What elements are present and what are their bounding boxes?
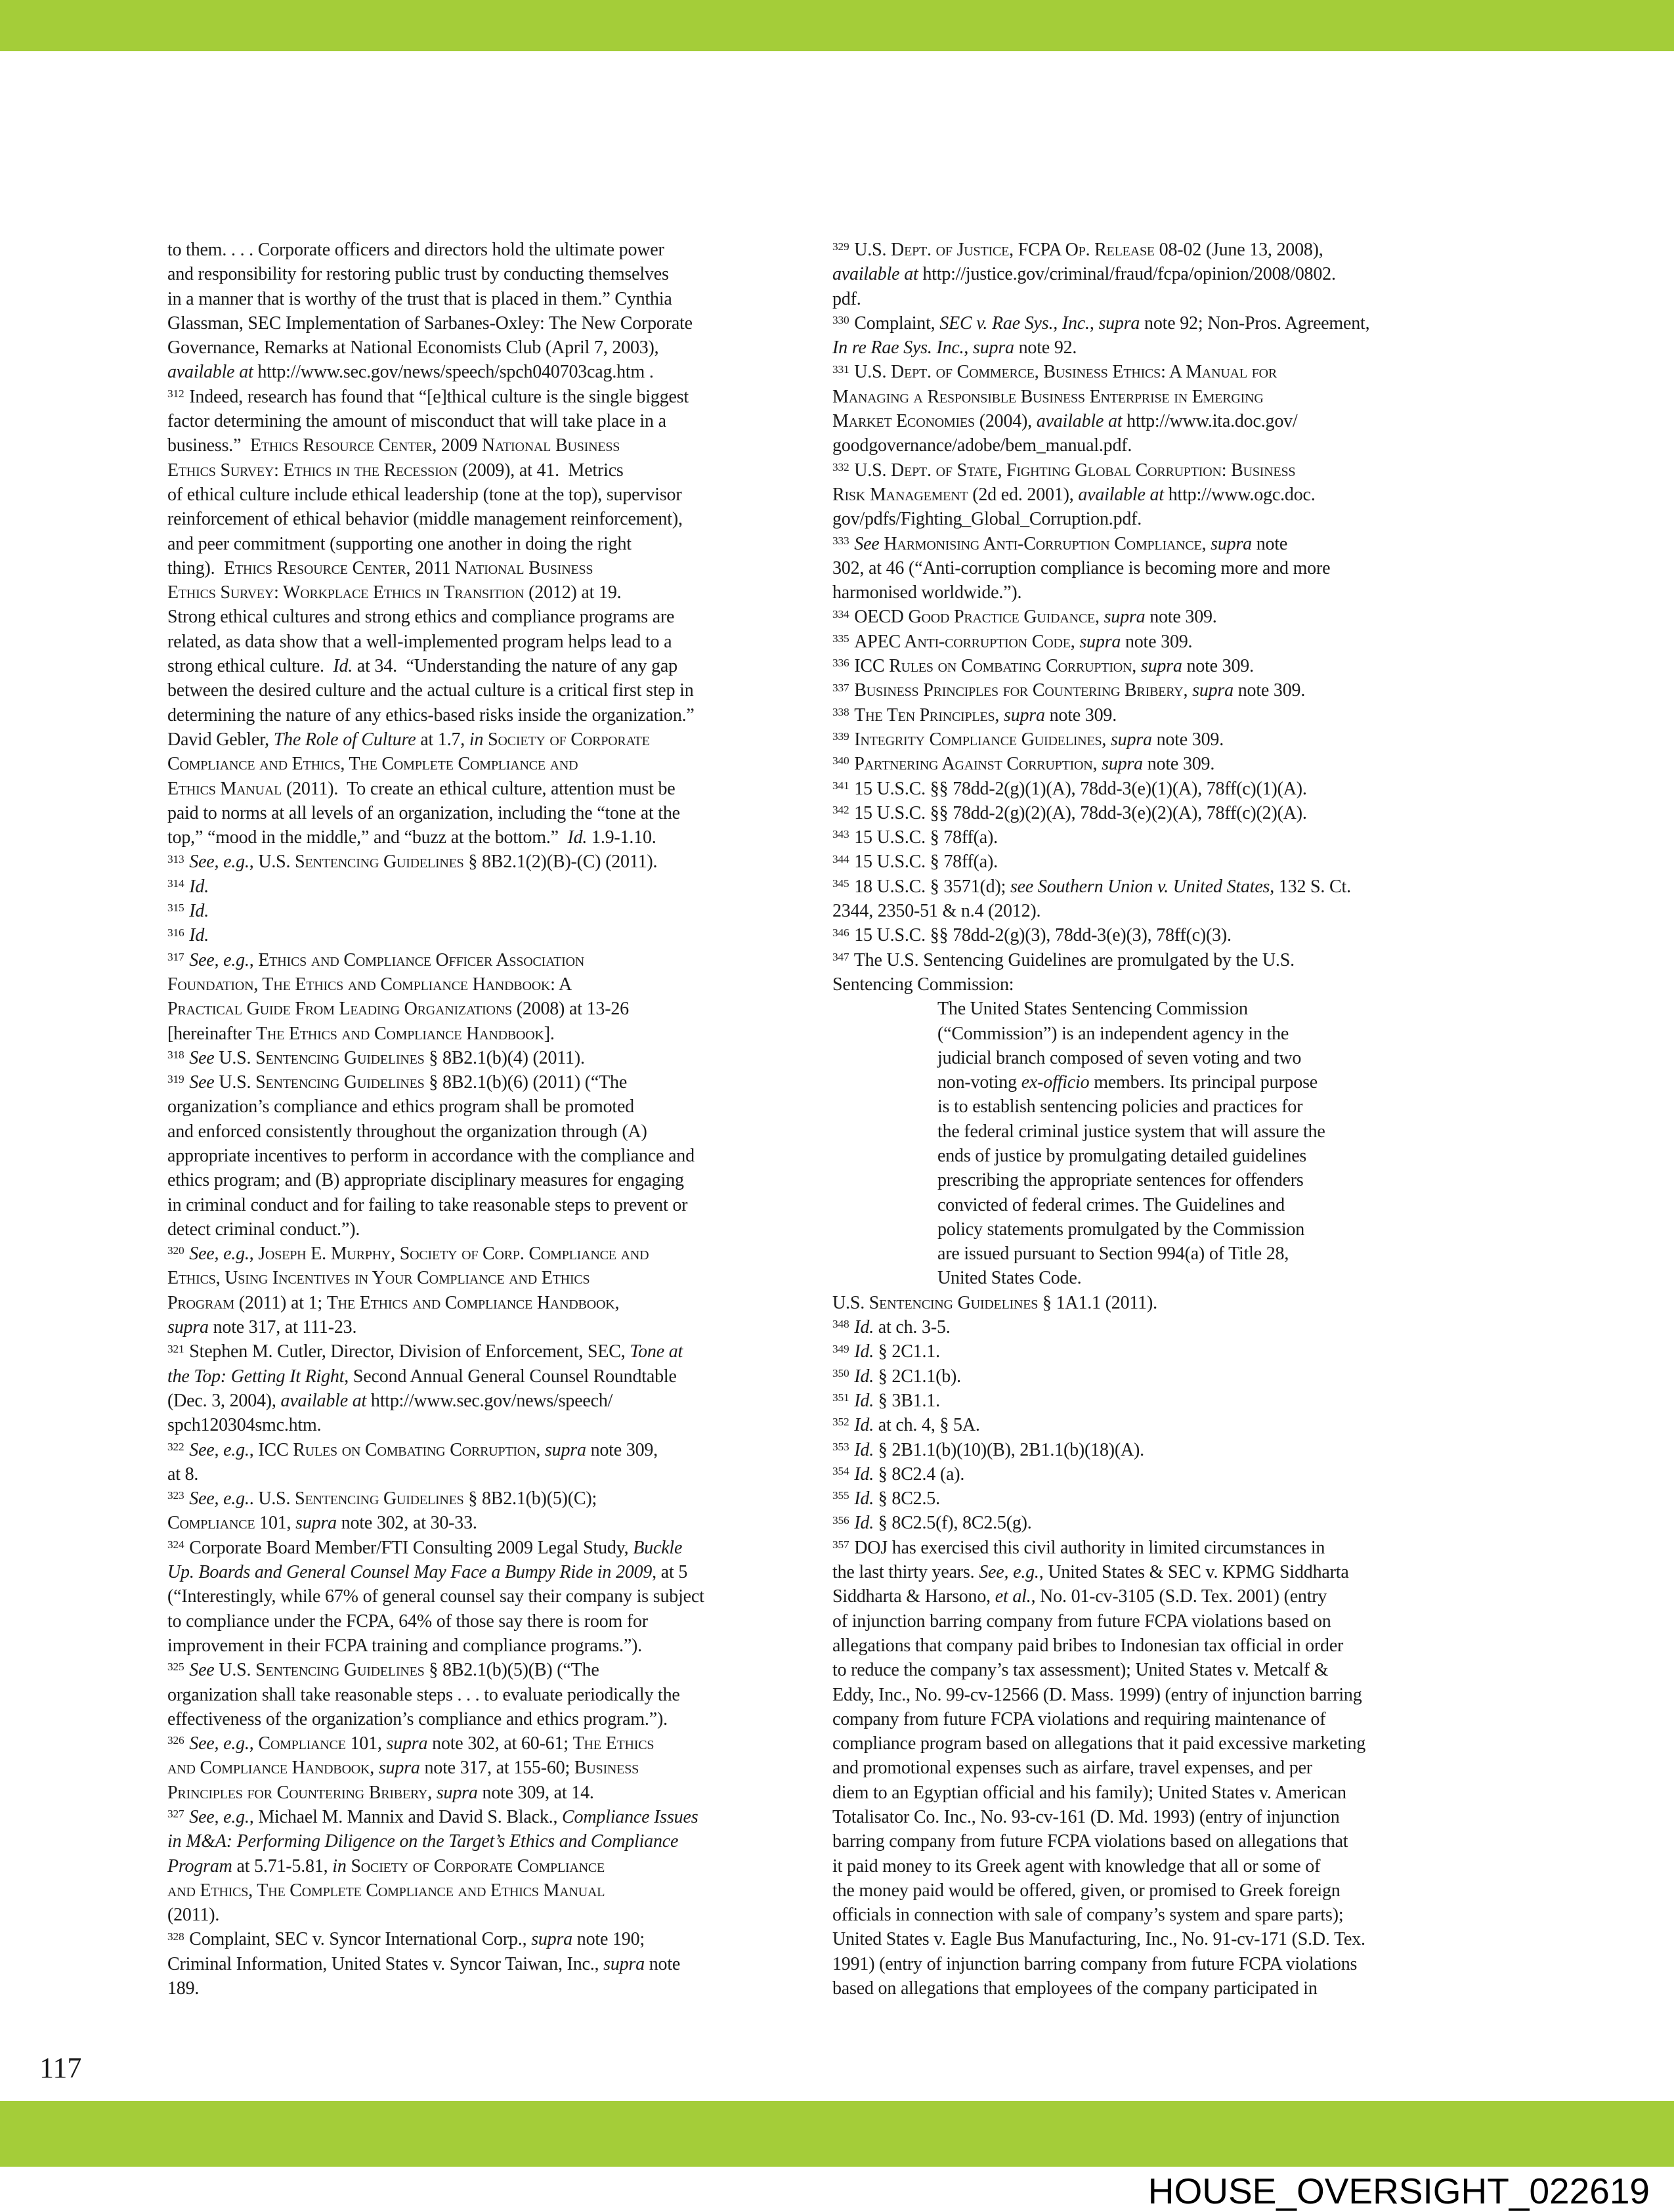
footnote-line: $^{349}$ Id. § 2C1.1. bbox=[832, 1341, 940, 1362]
footnote-line: strong ethical culture. Id. at 34. “Understanding the nature of any gap bbox=[167, 656, 677, 677]
footnote-line: goodgovernance/adobe/bem_manual.pdf. bbox=[832, 435, 1132, 456]
footnote-line: $^{338}$ The Ten Principles, supra note 309. bbox=[832, 705, 1117, 726]
footnote-line: Up. Boards and General Counsel May Face a Bumpy Ride in 2009, at 5 bbox=[167, 1562, 688, 1583]
footnote-line: diem to an Egyptian official and his family); United States v. American bbox=[832, 1782, 1346, 1803]
footnote-line: $^{354}$ Id. § 8C2.4 (a). bbox=[832, 1464, 965, 1485]
top-border-bar bbox=[0, 0, 1674, 51]
footnote-line: between the desired culture and the actual culture is a critical first step in bbox=[167, 680, 694, 701]
footnote-line: In re Rae Sys. Inc., supra note 92. bbox=[832, 337, 1077, 358]
footnote-line: (“Interestingly, while 67% of general counsel say their company is subject bbox=[167, 1586, 704, 1607]
footnote-line: (Dec. 3, 2004), available at http://www.sec.gov/news/speech/ bbox=[167, 1390, 613, 1411]
footnote-line: $^{339}$ Integrity Compliance Guidelines, supra note 309. bbox=[832, 729, 1224, 750]
footnote-line: United States Code. bbox=[937, 1268, 1082, 1289]
footnote-line: and peer commitment (supporting one another in doing the right bbox=[167, 533, 632, 554]
footnote-line: convicted of federal crimes. The Guidelines and bbox=[937, 1194, 1285, 1215]
footnote-line: $^{315}$ Id. bbox=[167, 901, 209, 922]
footnote-line: based on allegations that employees of the company participated in bbox=[832, 1978, 1318, 1999]
footnote-line: $^{342}$ 15 U.S.C. §§ 78dd-2(g)(2)(A), 78dd-3(e)(2)(A), 78ff(c)(2)(A). bbox=[832, 802, 1307, 823]
footnote-line: The United States Sentencing Commission bbox=[937, 999, 1248, 1020]
footnote-line: Totalisator Co. Inc., No. 93-cv-161 (D. Md. 1993) (entry of injunction bbox=[832, 1807, 1340, 1827]
footnote-line: to them. . . . Corporate officers and directors hold the ultimate power bbox=[167, 240, 664, 260]
footnote-line: Ethics Survey: Ethics in the Recession (2009), at 41. Metrics bbox=[167, 460, 624, 481]
footnote-line: (2011). bbox=[167, 1905, 220, 1926]
footnote-line: $^{336}$ ICC Rules on Combating Corruption, supra note 309. bbox=[832, 656, 1254, 677]
footnote-line: Market Economies (2004), available at http://www.ita.doc.gov/ bbox=[832, 411, 1298, 432]
footnote-line: $^{347}$ The U.S. Sentencing Guidelines are promulgated by the U.S. bbox=[832, 949, 1295, 970]
footnote-line: Ethics Survey: Workplace Ethics in Transition (2012) at 19. bbox=[167, 582, 622, 603]
footnote-line: the Top: Getting It Right, Second Annual General Counsel Roundtable bbox=[167, 1366, 677, 1387]
footnote-line: at 8. bbox=[167, 1464, 199, 1485]
footnote-line: $^{343}$ 15 U.S.C. § 78ff(a). bbox=[832, 827, 998, 848]
footnote-line: $^{346}$ 15 U.S.C. §§ 78dd-2(g)(3), 78dd-3(e)(3), 78ff(c)(3). bbox=[832, 925, 1232, 946]
page-number: 117 bbox=[39, 2052, 82, 2084]
footnote-line: to compliance under the FCPA, 64% of those say there is room for bbox=[167, 1611, 648, 1632]
footnote-line: $^{333}$ See Harmonising Anti-Corruption Compliance, supra note bbox=[832, 533, 1288, 554]
footnote-line: $^{330}$ Complaint, SEC v. Rae Sys., Inc., supra note 92; Non-Pros. Agreement, bbox=[832, 313, 1370, 334]
footnote-line: $^{352}$ Id. at ch. 4, § 5A. bbox=[832, 1415, 980, 1436]
footnote-line: and promotional expenses such as airfare, travel expenses, and per bbox=[832, 1758, 1312, 1779]
footnote-line: spch120304smc.htm. bbox=[167, 1415, 322, 1436]
footnote-line: and Compliance Handbook, supra note 317, at 155-60; Business bbox=[167, 1758, 639, 1779]
footnote-line: is to establish sentencing policies and practices for bbox=[937, 1096, 1303, 1117]
footnote-line: the money paid would be offered, given, or promised to Greek foreign bbox=[832, 1880, 1341, 1901]
bates-stamp: HOUSE_OVERSIGHT_022619 bbox=[1148, 2171, 1650, 2211]
footnote-line: $^{340}$ Partnering Against Corruption, supra note 309. bbox=[832, 754, 1215, 775]
footnote-line: $^{344}$ 15 U.S.C. § 78ff(a). bbox=[832, 852, 998, 873]
footnote-line: $^{337}$ Business Principles for Countering Bribery, supra note 309. bbox=[832, 680, 1306, 701]
bottom-border-bar bbox=[0, 2101, 1674, 2167]
footnote-line: organization’s compliance and ethics program shall be promoted bbox=[167, 1096, 634, 1117]
footnote-line: Eddy, Inc., No. 99-cv-12566 (D. Mass. 1999) (entry of injunction barring bbox=[832, 1684, 1362, 1705]
footnote-line: detect criminal conduct.”). bbox=[167, 1219, 360, 1240]
footnote-line: to reduce the company’s tax assessment); United States v. Metcalf & bbox=[832, 1660, 1329, 1681]
footnote-line: harmonised worldwide.”). bbox=[832, 582, 1022, 603]
footnote-line: $^{355}$ Id. § 8C2.5. bbox=[832, 1488, 940, 1509]
footnote-line: in criminal conduct and for failing to take reasonable steps to prevent or bbox=[167, 1194, 688, 1215]
footnote-line: $^{341}$ 15 U.S.C. §§ 78dd-2(g)(1)(A), 78dd-3(e)(1)(A), 78ff(c)(1)(A). bbox=[832, 778, 1307, 799]
footnote-line: $^{356}$ Id. § 8C2.5(f), 8C2.5(g). bbox=[832, 1513, 1032, 1534]
footnote-line: $^{331}$ U.S. Dept. of Commerce, Business Ethics: A Manual for bbox=[832, 362, 1277, 383]
footnote-line: Strong ethical cultures and strong ethics and compliance programs are bbox=[167, 607, 675, 628]
footnote-line: ethics program; and (B) appropriate disciplinary measures for engaging bbox=[167, 1170, 684, 1191]
footnote-line: $^{323}$ See, e.g.. U.S. Sentencing Guidelines § 8B2.1(b)(5)(C); bbox=[167, 1488, 597, 1509]
footnote-line: are issued pursuant to Section 994(a) of Title 28, bbox=[937, 1244, 1289, 1265]
footnote-line: compliance program based on allegations that it paid excessive marketing bbox=[832, 1733, 1366, 1754]
footnote-line: United States v. Eagle Bus Manufacturing, Inc., No. 91-cv-171 (S.D. Tex. bbox=[832, 1929, 1365, 1950]
footnote-line: prescribing the appropriate sentences for offenders bbox=[937, 1170, 1304, 1191]
footnote-line: available at http://justice.gov/criminal/fraud/fcpa/opinion/2008/0802. bbox=[832, 264, 1336, 285]
footnote-line: Risk Management (2d ed. 2001), available at http://www.ogc.doc. bbox=[832, 484, 1316, 505]
footnote-line: organization shall take reasonable steps . . . to evaluate periodically the bbox=[167, 1684, 680, 1705]
footnote-line: appropriate incentives to perform in accordance with the compliance and bbox=[167, 1145, 695, 1166]
footnote-line: Criminal Information, United States v. Syncor Taiwan, Inc., supra note bbox=[167, 1953, 681, 1974]
footnote-line: $^{334}$ OECD Good Practice Guidance, supra note 309. bbox=[832, 607, 1217, 628]
footnote-line: non-voting ex-officio members. Its principal purpose bbox=[937, 1072, 1318, 1093]
footnote-line: policy statements promulgated by the Commission bbox=[937, 1219, 1305, 1240]
footnote-line: Managing a Responsible Business Enterprise in Emerging bbox=[832, 386, 1264, 407]
footnote-line: Sentencing Commission: bbox=[832, 974, 1014, 995]
footnote-line: $^{348}$ Id. at ch. 3-5. bbox=[832, 1317, 951, 1338]
footnote-line: $^{316}$ Id. bbox=[167, 925, 209, 946]
footnote-line: $^{350}$ Id. § 2C1.1(b). bbox=[832, 1366, 961, 1387]
footnote-line: allegations that company paid bribes to Indonesian tax official in order bbox=[832, 1635, 1344, 1656]
footnote-line: supra note 317, at 111-23. bbox=[167, 1317, 357, 1338]
footnote-line: Glassman, SEC Implementation of Sarbanes-Oxley: The New Corporate bbox=[167, 313, 693, 334]
footnote-line: $^{351}$ Id. § 3B1.1. bbox=[832, 1390, 940, 1411]
footnotes-column-left bbox=[167, 238, 830, 2001]
footnote-line: 302, at 46 (“Anti-corruption compliance is becoming more and more bbox=[832, 557, 1331, 578]
footnote-line: Principles for Countering Bribery, supra note 309, at 14. bbox=[167, 1782, 594, 1803]
footnote-line: $^{312}$ Indeed, research has found that “[e]thical culture is the single biggest bbox=[167, 386, 689, 407]
footnote-line: $^{314}$ Id. bbox=[167, 876, 209, 897]
footnote-line: Siddharta & Harsono, et al., No. 01-cv-3105 (S.D. Tex. 2001) (entry bbox=[832, 1586, 1327, 1607]
footnote-line: Foundation, The Ethics and Compliance Handbook: A bbox=[167, 974, 572, 995]
footnote-line: paid to norms at all levels of an organization, including the “tone at the bbox=[167, 802, 680, 823]
footnote-line: $^{353}$ Id. § 2B1.1(b)(10)(B), 2B1.1(b)(18)(A). bbox=[832, 1439, 1144, 1460]
footnote-line: Practical Guide From Leading Organizations (2008) at 13-26 bbox=[167, 999, 629, 1020]
footnote-line: $^{317}$ See, e.g., Ethics and Compliance Officer Association bbox=[167, 949, 585, 970]
footnote-line: and responsibility for restoring public trust by conducting themselves bbox=[167, 264, 669, 285]
footnote-line: in M&A: Performing Diligence on the Target’s Ethics and Compliance bbox=[167, 1831, 679, 1852]
footnote-line: Compliance and Ethics, The Complete Compliance and bbox=[167, 754, 578, 775]
footnote-line: and Ethics, The Complete Compliance and Ethics Manual bbox=[167, 1880, 605, 1901]
footnote-line: $^{318}$ See U.S. Sentencing Guidelines § 8B2.1(b)(4) (2011). bbox=[167, 1047, 585, 1068]
footnote-line: $^{329}$ U.S. Dept. of Justice, FCPA Op. Release 08-02 (June 13, 2008), bbox=[832, 240, 1323, 260]
footnote-line: $^{327}$ See, e.g., Michael M. Mannix and David S. Black., Compliance Issues bbox=[167, 1807, 698, 1827]
footnote-line: in a manner that is worthy of the trust that is placed in them.” Cynthia bbox=[167, 288, 672, 309]
footnote-line: it paid money to its Greek agent with knowledge that all or some of bbox=[832, 1855, 1321, 1876]
footnote-line: related, as data show that a well-implemented program helps lead to a bbox=[167, 631, 672, 652]
footnote-line: Ethics Manual (2011). To create an ethical culture, attention must be bbox=[167, 778, 676, 799]
footnote-line: improvement in their FCPA training and compliance programs.”). bbox=[167, 1635, 642, 1656]
footnote-line: ends of justice by promulgating detailed guidelines bbox=[937, 1145, 1307, 1166]
footnote-line: $^{328}$ Complaint, SEC v. Syncor International Corp., supra note 190; bbox=[167, 1929, 645, 1950]
footnote-line: U.S. Sentencing Guidelines § 1A1.1 (2011). bbox=[832, 1292, 1157, 1313]
footnote-line: barring company from future FCPA violations based on allegations that bbox=[832, 1831, 1348, 1852]
footnote-line: $^{325}$ See U.S. Sentencing Guidelines § 8B2.1(b)(5)(B) (“The bbox=[167, 1660, 599, 1681]
footnote-line: $^{332}$ U.S. Dept. of State, Fighting Global Corruption: Business bbox=[832, 460, 1296, 481]
footnote-line: effectiveness of the organization’s compliance and ethics program.”). bbox=[167, 1708, 668, 1729]
footnote-line: (“Commission”) is an independent agency in the bbox=[937, 1023, 1289, 1044]
footnote-line: gov/pdfs/Fighting_Global_Corruption.pdf. bbox=[832, 509, 1142, 530]
footnote-line: $^{320}$ See, e.g., Joseph E. Murphy, Society of Corp. Compliance and bbox=[167, 1244, 649, 1265]
footnote-line: of ethical culture include ethical leadership (tone at the top), supervisor bbox=[167, 484, 682, 505]
footnote-line: 1991) (entry of injunction barring company from future FCPA violations bbox=[832, 1953, 1358, 1974]
footnote-line: $^{322}$ See, e.g., ICC Rules on Combating Corruption, supra note 309, bbox=[167, 1439, 658, 1460]
footnote-line: the last thirty years. See, e.g., United States & SEC v. KPMG Siddharta bbox=[832, 1562, 1349, 1583]
footnote-line: Compliance 101, supra note 302, at 30-33. bbox=[167, 1513, 477, 1534]
footnote-line: determining the nature of any ethics-based risks inside the organization.” bbox=[167, 705, 695, 726]
footnote-line: 2344, 2350-51 & n.4 (2012). bbox=[832, 901, 1041, 922]
footnote-line: top,” “mood in the middle,” and “buzz at the bottom.” Id. 1.9-1.10. bbox=[167, 827, 656, 848]
footnote-line: Ethics, Using Incentives in Your Compliance and Ethics bbox=[167, 1268, 590, 1289]
footnote-line: judicial branch composed of seven voting and two bbox=[937, 1047, 1302, 1068]
footnote-line: $^{357}$ DOJ has exercised this civil authority in limited circumstances in bbox=[832, 1537, 1325, 1558]
footnote-line: $^{313}$ See, e.g., U.S. Sentencing Guidelines § 8B2.1(2)(B)-(C) (2011). bbox=[167, 852, 658, 873]
footnote-line: business.” Ethics Resource Center, 2009 National Business bbox=[167, 435, 620, 456]
footnote-line: officials in connection with sale of company’s system and spare parts); bbox=[832, 1905, 1344, 1926]
footnote-line: $^{326}$ See, e.g., Compliance 101, supra note 302, at 60-61; The Ethics bbox=[167, 1733, 655, 1754]
footnote-line: Program (2011) at 1; The Ethics and Compliance Handbook, bbox=[167, 1292, 620, 1313]
footnote-line: 189. bbox=[167, 1978, 200, 1999]
footnote-line: of injunction barring company from future FCPA violations based on bbox=[832, 1611, 1331, 1632]
footnote-line: [hereinafter The Ethics and Compliance Handbook]. bbox=[167, 1023, 555, 1044]
footnote-line: $^{324}$ Corporate Board Member/FTI Consulting 2009 Legal Study, Buckle bbox=[167, 1537, 683, 1558]
footnote-line: factor determining the amount of misconduct that will take place in a bbox=[167, 411, 666, 432]
footnote-line: Program at 5.71-5.81, in Society of Corporate Compliance bbox=[167, 1855, 605, 1876]
footnote-line: $^{319}$ See U.S. Sentencing Guidelines § 8B2.1(b)(6) (2011) (“The bbox=[167, 1072, 628, 1093]
footnote-line: $^{345}$ 18 U.S.C. § 3571(d); see Southern Union v. United States, 132 S. Ct. bbox=[832, 876, 1351, 897]
footnote-line: company from future FCPA violations and requiring maintenance of bbox=[832, 1708, 1326, 1729]
footnote-line: thing). Ethics Resource Center, 2011 National Business bbox=[167, 557, 593, 578]
footnote-line: the federal criminal justice system that will assure the bbox=[937, 1121, 1325, 1142]
footnote-line: $^{321}$ Stephen M. Cutler, Director, Division of Enforcement, SEC, Tone at bbox=[167, 1341, 683, 1362]
footnote-line: David Gebler, The Role of Culture at 1.7, in Society of Corporate bbox=[167, 729, 650, 750]
footnotes-column-right bbox=[832, 238, 1495, 2001]
footnote-line: reinforcement of ethical behavior (middle management reinforcement), bbox=[167, 509, 683, 530]
footnote-line: available at http://www.sec.gov/news/speech/spch040703cag.htm . bbox=[167, 362, 654, 383]
footnote-line: Governance, Remarks at National Economists Club (April 7, 2003), bbox=[167, 337, 659, 358]
footnote-line: and enforced consistently throughout the organization through (A) bbox=[167, 1121, 647, 1142]
footnote-line: $^{335}$ APEC Anti-corruption Code, supra note 309. bbox=[832, 631, 1193, 652]
footnote-line: pdf. bbox=[832, 288, 861, 309]
